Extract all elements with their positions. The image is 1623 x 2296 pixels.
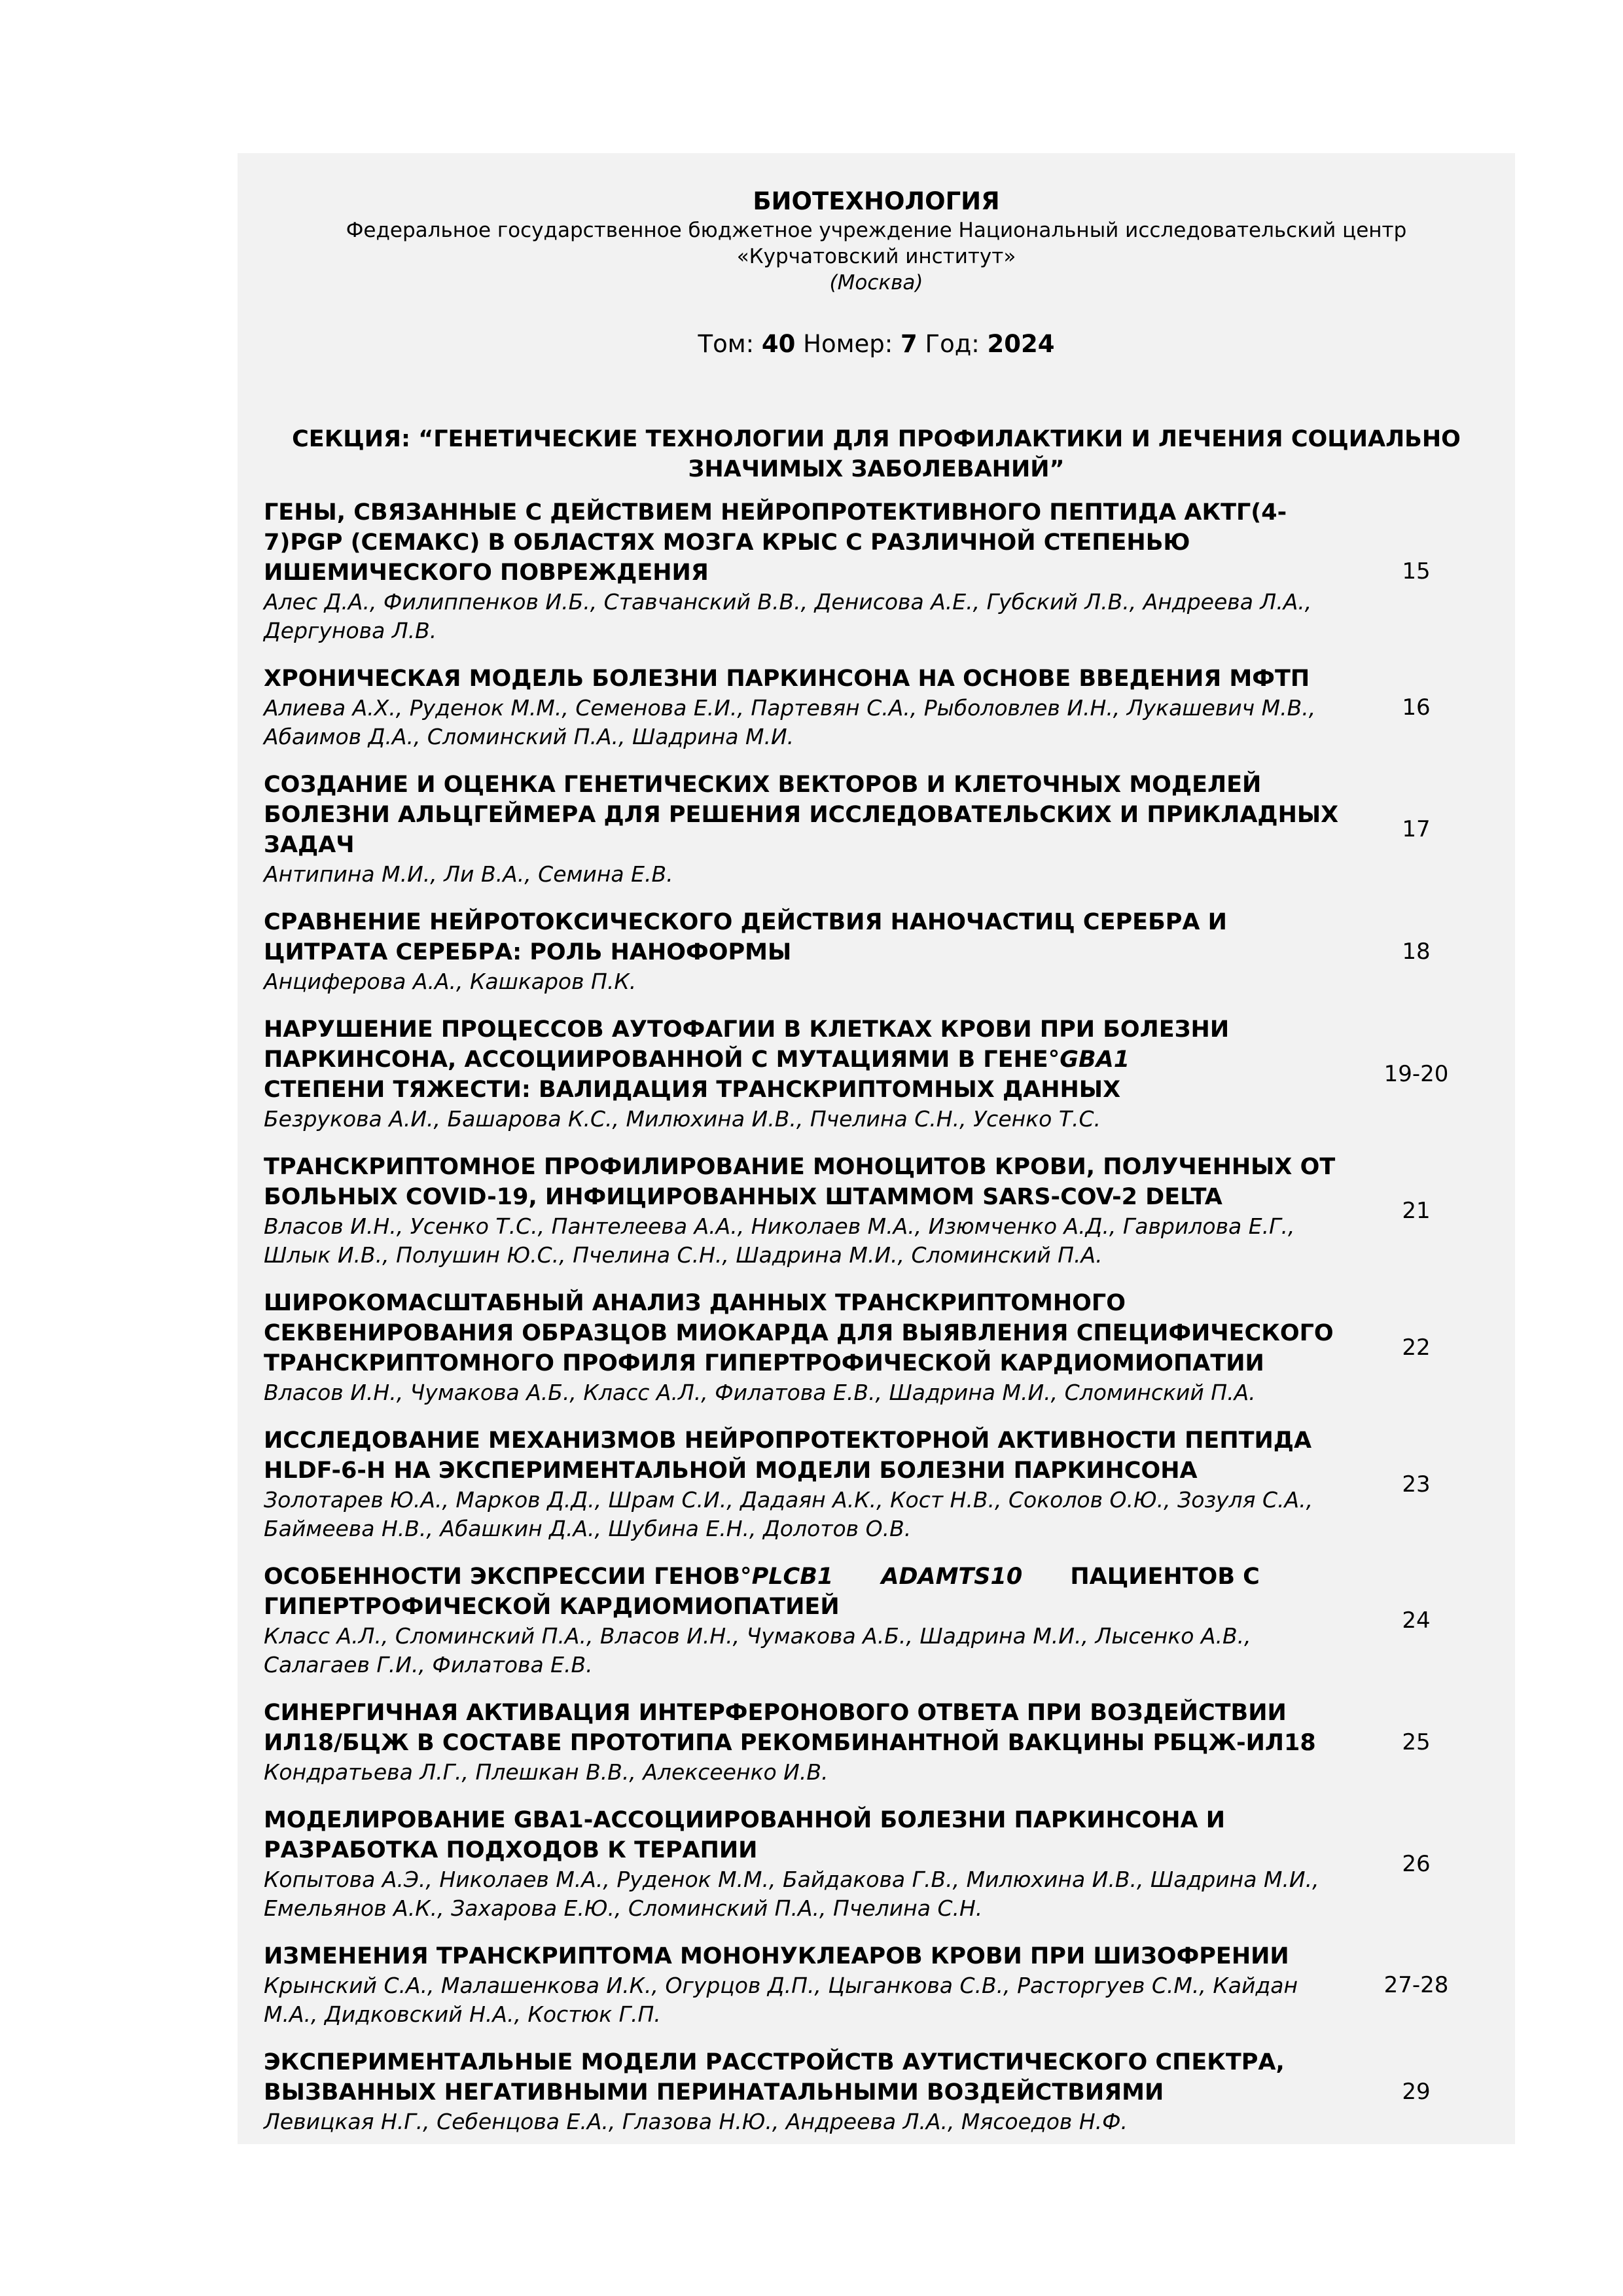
article-authors: Крынский С.А., Малашенкова И.К., Огурцов Д.П., Цыганкова С.В., Расторгуев С.М., Кайдан М.А., Дидковский Н.А., Костюк Г.П. xyxy=(264,1973,1298,2027)
toc-entry[interactable] xyxy=(264,664,1489,751)
article-title[interactable] xyxy=(264,1562,1344,1622)
article-pages: 26 xyxy=(1402,1851,1431,1877)
number-label: Номер: xyxy=(803,330,893,358)
organization-name: Федеральное государственное бюджетное учреждение Национальный исследовательский центр «Курчатовский институт» xyxy=(346,219,1407,268)
toc-entry[interactable] xyxy=(264,1426,1489,1543)
title-part: СТЕПЕНИ ТЯЖЕСТИ: ВАЛИДАЦИЯ ТРАНСКРИПТОМНЫХ ДАННЫХ xyxy=(264,1077,1121,1103)
article-authors: Кондратьева Л.Г., Плешкан В.В., Алексеенко И.В. xyxy=(264,1759,829,1785)
article-title[interactable]: СОЗДАНИЕ И ОЦЕНКА ГЕНЕТИЧЕСКИХ ВЕКТОРОВ И КЛЕТОЧНЫХ МОДЕЛЕЙ БОЛЕЗНИ АЛЬЦГЕЙМЕРА ДЛЯ РЕШЕНИЯ ИССЛЕДОВАТЕЛЬСКИХ И ПРИКЛАДНЫХ ЗАДАЧ xyxy=(264,772,1339,858)
toc-entry[interactable] xyxy=(264,2047,1489,2136)
article-pages: 25 xyxy=(1402,1729,1431,1755)
article-authors: Антипина М.И., Ли В.А., Семина Е.В. xyxy=(264,861,673,887)
toc-entry[interactable] xyxy=(264,1698,1489,1787)
toc-entry[interactable] xyxy=(264,1805,1489,1923)
number-value: 7 xyxy=(901,330,918,358)
toc-entry[interactable] xyxy=(264,1941,1489,2029)
article-authors: Класс А.Л., Сломинский П.А., Власов И.Н., Чумакова А.Б., Шадрина М.И., Лысенко А.В., Салагаев Г.И., Филатова Е.В. xyxy=(264,1623,1251,1677)
journal-title: БИОТЕХНОЛОГИЯ xyxy=(753,187,1000,215)
article-authors: Власов И.Н., Усенко Т.С., Пантелеева А.А., Николаев М.А., Изюмченко А.Д., Гаврилова Е.Г., Шлык И.В., Полушин Ю.С., Пчелина С.Н., Шадрина М.И., Сломинский П.А. xyxy=(264,1213,1295,1268)
article-pages: 24 xyxy=(1402,1607,1431,1634)
article-authors: Копытова А.Э., Николаев М.А., Руденок М.М., Байдакова Г.В., Милюхина И.В., Шадрина М.И., Емельянов А.К., Захарова Е.Ю., Сломинский П.А., Пчелина С.Н. xyxy=(264,1867,1319,1921)
toc-entry[interactable] xyxy=(264,1014,1489,1134)
table-of-contents xyxy=(264,497,1489,2155)
article-authors: Алес Д.А., Филиппенков И.Б., Ставчанский В.В., Денисова А.Е., Губский Л.В., Андреева Л.А., Дергунова Л.В. xyxy=(264,589,1312,643)
gene-name: ADAMTS10 xyxy=(881,1564,1023,1590)
article-title[interactable]: ИЗМЕНЕНИЯ ТРАНСКРИПТОМА МОНОНУКЛЕАРОВ КРОВИ ПРИ ШИЗОФРЕНИИ xyxy=(264,1943,1289,1969)
volume-value: 40 xyxy=(761,330,796,358)
volume-label: Том: xyxy=(698,330,755,358)
article-title[interactable] xyxy=(264,1014,1344,1105)
article-authors: Власов И.Н., Чумакова А.Б., Класс А.Л., Филатова Е.В., Шадрина М.И., Сломинский П.А. xyxy=(264,1380,1256,1405)
gene-name: GBA1 xyxy=(1060,1047,1130,1073)
article-title[interactable]: СРАВНЕНИЕ НЕЙРОТОКСИЧЕСКОГО ДЕЙСТВИЯ НАНОЧАСТИЦ СЕРЕБРА И ЦИТРАТА СЕРЕБРА: РОЛЬ НАНОФОРМЫ xyxy=(264,909,1227,965)
journal-header xyxy=(238,186,1515,360)
gene-name: PLCB1 xyxy=(751,1564,834,1590)
article-title[interactable]: ШИРОКОМАСШТАБНЫЙ АНАЛИЗ ДАННЫХ ТРАНСКРИПТОМНОГО СЕКВЕНИРОВАНИЯ ОБРАЗЦОВ МИОКАРДА ДЛЯ ВЫЯВЛЕНИЯ СПЕЦИФИЧЕСКОГО ТРАНСКРИПТОМНОГО ПРОФИЛЯ ГИПЕРТРОФИЧЕСКОЙ КАРДИОМИОПАТИИ xyxy=(264,1290,1334,1376)
article-pages: 18 xyxy=(1402,939,1431,965)
article-pages: 16 xyxy=(1402,694,1431,721)
article-title[interactable]: СИНЕРГИЧНАЯ АКТИВАЦИЯ ИНТЕРФЕРОНОВОГО ОТВЕТА ПРИ ВОЗДЕЙСТВИИ ИЛ18/БЦЖ В СОСТАВЕ ПРОТОТИПА РЕКОМБИНАНТНОЙ ВАКЦИНЫ РБЦЖ-ИЛ18 xyxy=(264,1700,1316,1756)
city: (Москва) xyxy=(829,271,923,295)
article-title[interactable]: ГЕНЫ, СВЯЗАННЫЕ С ДЕЙСТВИЕМ НЕЙРОПРОТЕКТИВНОГО ПЕПТИДА АКТГ(4-7)PGP (СЕМАКС) В ОБЛАСТЯХ МОЗГА КРЫС С РАЗЛИЧНОЙ СТЕПЕНЬЮ ИШЕМИЧЕСКОГО ПОВРЕЖДЕНИЯ xyxy=(264,499,1287,586)
article-authors: Золотарев Ю.А., Марков Д.Д., Шрам С.И., Дадаян А.К., Кост Н.В., Соколов О.Ю., Зозуля С.А., Баймеева Н.В., Абашкин Д.А., Шубина Е.Н., Долотов О.В. xyxy=(264,1487,1313,1541)
article-pages: 17 xyxy=(1402,816,1431,842)
article-pages: 27-28 xyxy=(1383,1972,1449,1998)
article-title[interactable]: ИССЛЕДОВАНИЕ МЕХАНИЗМОВ НЕЙРОПРОТЕКТОРНОЙ АКТИВНОСТИ ПЕПТИДА HLDF-6-H НА ЭКСПЕРИМЕНТАЛЬНОЙ МОДЕЛИ БОЛЕЗНИ ПАРКИНСОНА xyxy=(264,1427,1312,1484)
article-title[interactable]: ТРАНСКРИПТОМНОЕ ПРОФИЛИРОВАНИЕ МОНОЦИТОВ КРОВИ, ПОЛУЧЕННЫХ ОТ БОЛЬНЫХ COVID-19, ИНФИЦИРОВАННЫХ ШТАММОМ SARS-COV-2 DELTA xyxy=(264,1154,1336,1210)
article-title[interactable]: ХРОНИЧЕСКАЯ МОДЕЛЬ БОЛЕЗНИ ПАРКИНСОНА НА ОСНОВЕ ВВЕДЕНИЯ МФТП xyxy=(264,666,1310,692)
title-part: ОСОБЕННОСТИ ЭКСПРЕССИИ ГЕНОВ° xyxy=(264,1564,752,1590)
article-pages: 19-20 xyxy=(1383,1061,1449,1087)
issue-info xyxy=(238,329,1515,360)
title-part: НАРУШЕНИЕ ПРОЦЕССОВ АУТОФАГИИ В КЛЕТКАХ КРОВИ ПРИ БОЛЕЗНИ ПАРКИНСОНА, АССОЦИИРОВАННОЙ С МУТАЦИЯМИ В ГЕНЕ° xyxy=(264,1016,1230,1073)
toc-entry[interactable] xyxy=(264,770,1489,889)
toc-entry[interactable] xyxy=(264,907,1489,996)
article-pages: 22 xyxy=(1402,1335,1431,1361)
year-value: 2024 xyxy=(987,330,1055,358)
article-title[interactable]: МОДЕЛИРОВАНИЕ GBA1-АССОЦИИРОВАННОЙ БОЛЕЗНИ ПАРКИНСОНА И РАЗРАБОТКА ПОДХОДОВ К ТЕРАПИИ xyxy=(264,1807,1226,1863)
year-label: Год: xyxy=(925,330,980,358)
article-authors: Анциферова А.А., Кашкаров П.К. xyxy=(264,969,637,994)
article-authors: Алиева А.Х., Руденок М.М., Семенова Е.И., Партевян С.А., Рыболовлев И.Н., Лукашевич М.В., Абаимов Д.А., Сломинский П.А., Шадрина М.И. xyxy=(264,695,1316,749)
article-pages: 21 xyxy=(1402,1198,1431,1224)
article-pages: 29 xyxy=(1402,2079,1431,2105)
article-title[interactable]: ЭКСПЕРИМЕНТАЛЬНЫЕ МОДЕЛИ РАССТРОЙСТВ АУТИСТИЧЕСКОГО СПЕКТРА, ВЫЗВАННЫХ НЕГАТИВНЫМИ ПЕРИНАТАЛЬНЫМИ ВОЗДЕЙСТВИЯМИ xyxy=(264,2049,1285,2106)
toc-entry[interactable] xyxy=(264,1562,1489,1679)
article-pages: 23 xyxy=(1402,1471,1431,1498)
title-part: ПАЦИЕНТОВ С ГИПЕРТРОФИЧЕСКОЙ КАРДИОМИОПАТИЕЙ xyxy=(264,1564,1260,1620)
article-authors: Безрукова А.И., Башарова К.С., Милюхина И.В., Пчелина С.Н., Усенко Т.С. xyxy=(264,1106,1101,1132)
article-pages: 15 xyxy=(1402,558,1431,584)
document-panel xyxy=(238,153,1515,2144)
section-title: СЕКЦИЯ: “ГЕНЕТИЧЕСКИЕ ТЕХНОЛОГИИ ДЛЯ ПРОФИЛАКТИКИ И ЛЕЧЕНИЯ СОЦИАЛЬНО ЗНАЧИМЫХ ЗАБОЛЕВАНИЙ” xyxy=(292,426,1461,482)
toc-entry[interactable] xyxy=(264,497,1489,645)
toc-entry[interactable] xyxy=(264,1288,1489,1407)
toc-entry[interactable] xyxy=(264,1152,1489,1270)
article-authors: Левицкая Н.Г., Себенцова Е.А., Глазова Н.Ю., Андреева Л.А., Мясоедов Н.Ф. xyxy=(264,2109,1128,2134)
